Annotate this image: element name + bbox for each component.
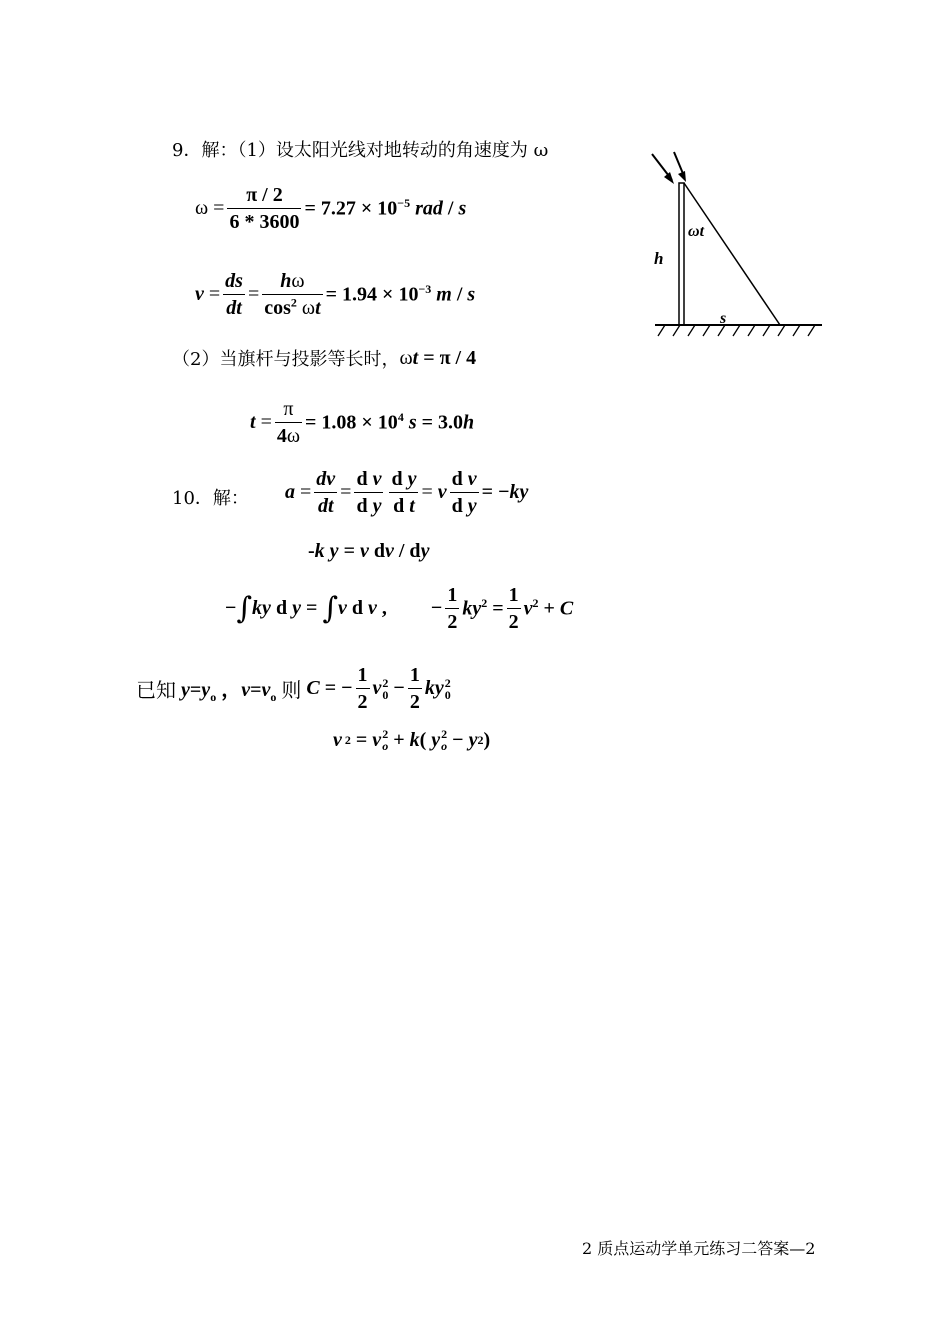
ground-hatching [658, 325, 815, 336]
label-s: s [720, 310, 727, 327]
label-omega-t: ωt [688, 223, 705, 240]
problem9-part2 [172, 345, 476, 371]
label-h: h [654, 249, 664, 268]
equation-velocity: v = $\frac{ds}{dt}$ = $\frac{h\omega}{\cos^2 \omega t}$ = $1.94 \times 10^{-3}$ m / s [195, 270, 476, 319]
flagpole-diagram [640, 150, 830, 350]
equation-omega: ω = $\frac{\pi / 2}{6 * 3600}$ = $7.27 \times 10^{-5}$ rad / s [195, 184, 467, 233]
equation-time: t = $\frac{\pi}{4\omega}$ = $1.08 \times 10^4$ s = 3.0h [250, 398, 475, 447]
equation-final: v 2 = v 2 o + k ( y 2 o − y 2 ) [333, 727, 491, 753]
problem10-label: 10．解： [172, 488, 249, 509]
known-condition: 已知 $y=y_o$ ，$v=v_o$ 则 C = − $\frac{1}{2}$ v 2 0 − $\frac{1}{2}$ ky 2 0 [136, 664, 451, 713]
equation-wt-pi4: ωt = π / 4 [399, 346, 477, 369]
equation-acceleration: a = $\frac{dv}{dt}$ = $\frac{\text{d v}}{\text{d y}}$ $\frac{\text{d y}}{\text{d t}}$ = v $\frac{\text{d v}}{\text{d y}}$ = −ky [285, 468, 529, 517]
problem9-intro: 9．解：（1）设太阳光线对地转动的角速度为 ω [172, 140, 549, 161]
part2-text: （2）当旗杆与投影等长时， [172, 349, 400, 370]
flagpole [679, 183, 684, 325]
known-prefix: 已知 [136, 678, 176, 702]
equation-ky: -k y = v dv / dy [308, 540, 430, 562]
sunlight-arrow-icon [674, 152, 686, 182]
light-ray [684, 183, 780, 325]
known-then: 则 [281, 678, 302, 702]
equation-integral: − ∫ ky d y = ∫ v d v , − $\frac{1}{2}$ $ky^2$ = $\frac{1}{2}$ $v^2 + C$ [225, 584, 574, 633]
page-footer: 2 质点运动学单元练习二答案—2 [582, 1239, 816, 1258]
sunlight-arrow-icon [652, 154, 674, 184]
